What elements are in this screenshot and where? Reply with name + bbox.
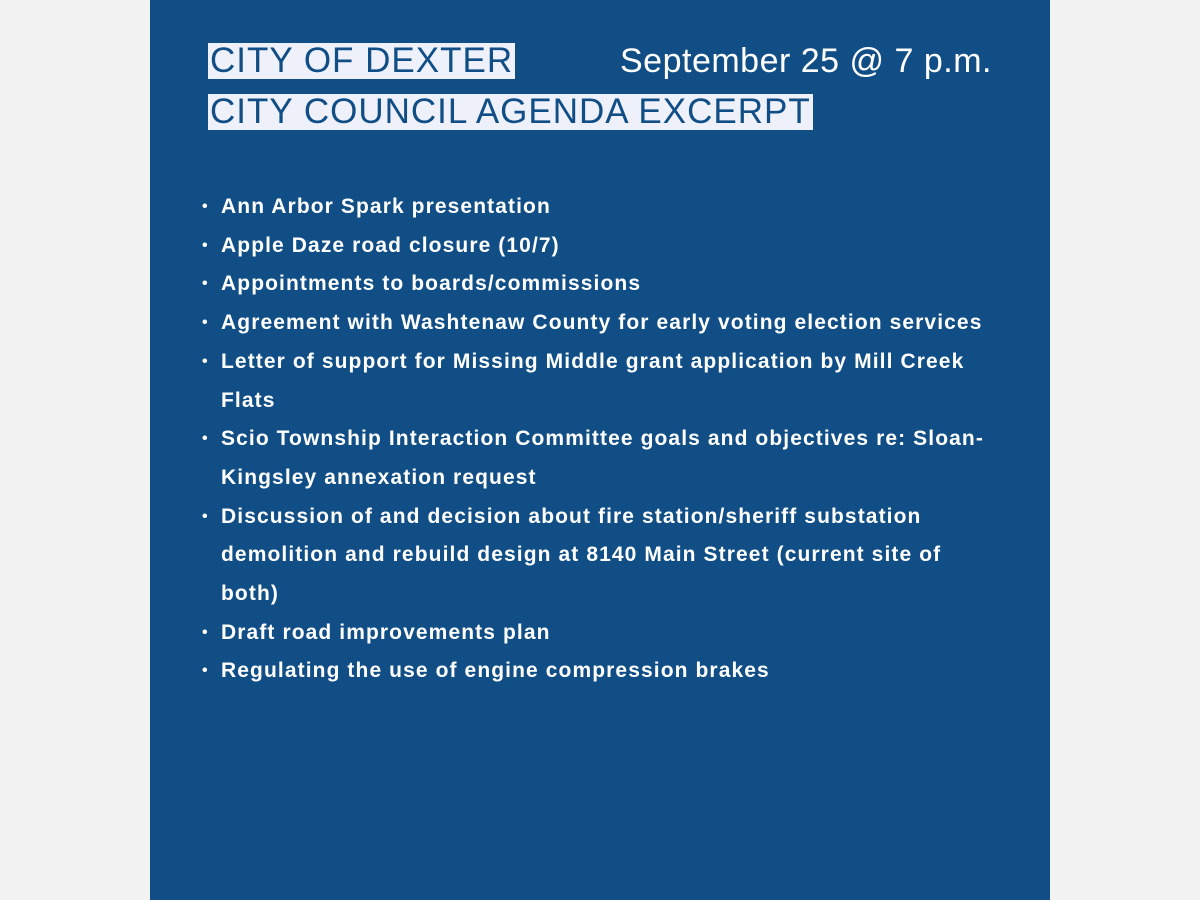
agenda-item — [198, 420, 998, 497]
bullet-icon: • — [202, 236, 209, 254]
bullet-icon: • — [202, 430, 209, 448]
bullet-icon: • — [202, 507, 209, 525]
agenda-item-text: Apple Daze road closure (10/7) — [221, 233, 560, 257]
bullet-icon: • — [202, 623, 209, 641]
agenda-item — [198, 188, 998, 227]
meeting-date: September 25 @ 7 p.m. — [620, 42, 992, 80]
bullet-icon: • — [202, 314, 209, 332]
agenda-item-text: Ann Arbor Spark presentation — [221, 195, 551, 218]
agenda-item — [198, 265, 998, 304]
bullet-icon: • — [202, 198, 209, 215]
agenda-item — [198, 343, 998, 420]
agenda-item — [198, 227, 998, 266]
bullet-icon: • — [202, 275, 209, 293]
agenda-item — [198, 304, 998, 343]
agenda-item-text: Discussion of and decision about fire station/sheriff substation demolition and rebuild design at 8140 Main Street (current site of both) — [221, 504, 942, 606]
agenda-item-text: Appointments to boards/commissions — [221, 272, 642, 296]
agenda-item-text: Agreement with Washtenaw County for early voting election services — [221, 311, 983, 335]
agenda-item — [198, 652, 998, 691]
agenda-item — [198, 614, 998, 653]
agenda-item-text: Scio Township Interaction Committee goals and objectives re: Sloan-Kingsley annexation request — [221, 427, 984, 489]
bullet-icon: • — [202, 662, 209, 680]
title-line-city: CITY OF DEXTER — [210, 41, 514, 80]
agenda-item — [198, 498, 998, 614]
agenda-item-text: Draft road improvements plan — [221, 620, 551, 644]
title-line-agenda: CITY COUNCIL AGENDA EXCERPT — [210, 92, 811, 131]
agenda-item-text: Regulating the use of engine compression brakes — [221, 659, 770, 683]
agenda-card — [150, 0, 1050, 900]
agenda-list — [198, 188, 998, 691]
agenda-item-text: Letter of support for Missing Middle grant application by Mill Creek Flats — [221, 349, 965, 412]
bullet-icon: • — [202, 352, 209, 370]
